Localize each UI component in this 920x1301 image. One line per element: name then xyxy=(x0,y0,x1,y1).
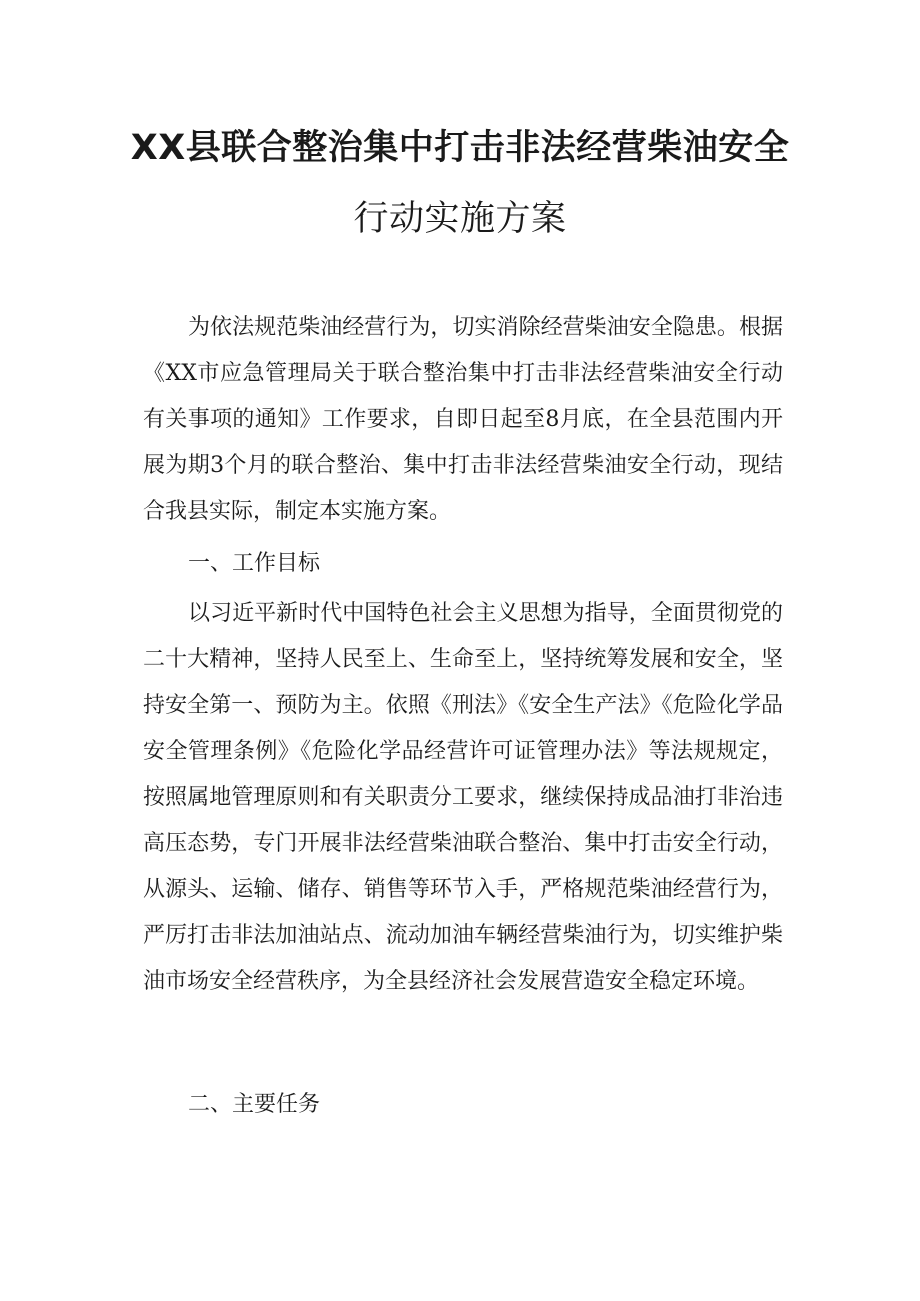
section-heading-goals: 一、工作目标 xyxy=(188,551,321,576)
document-title-line-1: XX县联合整治集中打击非法经营柴油安全 xyxy=(130,128,790,168)
section-heading-tasks: 二、主要任务 xyxy=(188,1092,321,1117)
intro-paragraph: 为依法规范柴油经营行为，切实消除经营柴油安全隐患。根据《XX市应急管理局关于联合整治集中打击非法经营柴油安全行动有关事项的通知》工作要求，自即日起至8月底，在全县范围内开展为期3个月的联合整治、集中打击非法经营柴油安全行动，现结合我县实际，制定本实施方案。 xyxy=(143,315,783,524)
document-title-line-2: 行动实施方案 xyxy=(353,199,567,239)
goals-paragraph: 以习近平新时代中国特色社会主义思想为指导，全面贯彻党的二十大精神，坚持人民至上、生命至上，坚持统筹发展和安全，坚持安全第一、预防为主。依照《刑法》《安全生产法》《危险化学品安全管理条例》《危险化学品经营许可证管理办法》等法规规定，按照属地管理原则和有关职责分工要求，继续保持成品油打非治违高压态势，专门开展非法经营柴油联合整治、集中打击安全行动，从源头、运输、储存、销售等环节入手，严格规范柴油经营行为，严厉打击非法加油站点、流动加油车辆经营柴油行为，切实维护柴油市场安全经营秩序，为全县经济社会发展营造安全稳定环境。 xyxy=(143,601,783,994)
